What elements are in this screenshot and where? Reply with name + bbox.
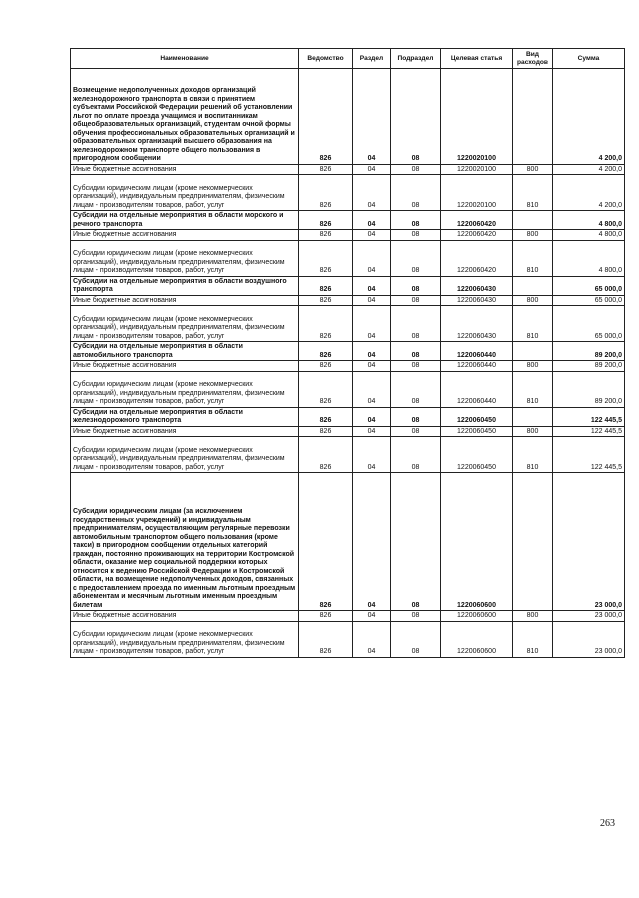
cell-section: 04 bbox=[353, 473, 391, 611]
header-name: Наименование bbox=[71, 49, 299, 69]
cell-exptype bbox=[513, 276, 553, 295]
cell-dept: 826 bbox=[299, 240, 353, 276]
cell-sum: 65 000,0 bbox=[553, 276, 625, 295]
cell-name: Субсидии юридическим лицам (кроме некоммерческих организаций), индивидуальным предпринимателям, физическим лицам - производителям товаров, работ, услуг bbox=[71, 306, 299, 342]
cell-section: 04 bbox=[353, 342, 391, 361]
cell-sum: 4 200,0 bbox=[553, 69, 625, 165]
cell-dept: 826 bbox=[299, 164, 353, 175]
cell-subsection: 08 bbox=[391, 211, 441, 230]
cell-sum: 23 000,0 bbox=[553, 621, 625, 657]
cell-subsection: 08 bbox=[391, 437, 441, 473]
cell-subsection: 08 bbox=[391, 361, 441, 372]
cell-target: 1220020100 bbox=[441, 69, 513, 165]
cell-sum: 122 445,5 bbox=[553, 426, 625, 437]
cell-target: 1220020100 bbox=[441, 164, 513, 175]
cell-name: Субсидии юридическим лицам (кроме некоммерческих организаций), индивидуальным предпринимателям, физическим лицам - производителям товаров, работ, услуг bbox=[71, 621, 299, 657]
cell-exptype: 800 bbox=[513, 230, 553, 241]
cell-target: 1220060600 bbox=[441, 621, 513, 657]
cell-sum: 4 200,0 bbox=[553, 175, 625, 211]
cell-target: 1220060440 bbox=[441, 361, 513, 372]
cell-section: 04 bbox=[353, 621, 391, 657]
header-target: Целевая статья bbox=[441, 49, 513, 69]
cell-section: 04 bbox=[353, 175, 391, 211]
cell-dept: 826 bbox=[299, 295, 353, 306]
cell-target: 1220060600 bbox=[441, 473, 513, 611]
cell-target: 1220060450 bbox=[441, 426, 513, 437]
cell-name: Субсидии юридическим лицам (кроме некоммерческих организаций), индивидуальным предпринимателям, физическим лицам - производителям товаров, работ, услуг bbox=[71, 437, 299, 473]
cell-section: 04 bbox=[353, 371, 391, 407]
cell-sum: 65 000,0 bbox=[553, 295, 625, 306]
cell-dept: 826 bbox=[299, 175, 353, 211]
cell-name: Иные бюджетные ассигнования bbox=[71, 611, 299, 622]
cell-name: Возмещение недополученных доходов организаций железнодорожного транспорта в связи с принятием субъектами Российской Федерации решений об установлении льгот по оплате проезда учащимся и воспитанникам общеобразовательных организаций, студентам очной формы обучения профессиональных образовательных организаций и образовательных организаций высшего образования на железнодорожном транспорте общего пользования в пригородном сообщении bbox=[71, 69, 299, 165]
cell-exptype: 810 bbox=[513, 175, 553, 211]
cell-target: 1220060430 bbox=[441, 295, 513, 306]
cell-dept: 826 bbox=[299, 211, 353, 230]
cell-exptype bbox=[513, 407, 553, 426]
cell-exptype: 810 bbox=[513, 371, 553, 407]
table-header-row bbox=[71, 49, 625, 69]
table-body bbox=[71, 69, 625, 658]
header-section: Раздел bbox=[353, 49, 391, 69]
cell-name: Иные бюджетные ассигнования bbox=[71, 426, 299, 437]
cell-subsection: 08 bbox=[391, 69, 441, 165]
cell-sum: 4 800,0 bbox=[553, 211, 625, 230]
cell-sum: 23 000,0 bbox=[553, 473, 625, 611]
cell-section: 04 bbox=[353, 230, 391, 241]
cell-exptype: 810 bbox=[513, 437, 553, 473]
cell-target: 1220060450 bbox=[441, 407, 513, 426]
cell-sum: 23 000,0 bbox=[553, 611, 625, 622]
cell-target: 1220060600 bbox=[441, 611, 513, 622]
table-row bbox=[71, 611, 625, 622]
cell-exptype bbox=[513, 342, 553, 361]
cell-section: 04 bbox=[353, 306, 391, 342]
cell-subsection: 08 bbox=[391, 276, 441, 295]
cell-subsection: 08 bbox=[391, 426, 441, 437]
cell-dept: 826 bbox=[299, 306, 353, 342]
cell-name: Иные бюджетные ассигнования bbox=[71, 295, 299, 306]
cell-section: 04 bbox=[353, 240, 391, 276]
cell-dept: 826 bbox=[299, 342, 353, 361]
cell-name: Субсидии юридическим лицам (кроме некоммерческих организаций), индивидуальным предпринимателям, физическим лицам - производителям товаров, работ, услуг bbox=[71, 175, 299, 211]
cell-name: Субсидии юридическим лицам (за исключением государственных учреждений) и индивидуальным предпринимателям, осуществляющим регулярные перевозки автомобильным транспортом общего пользования (кроме такси) в пригородном сообщении отдельных категорий граждан, постоянно проживающих на территории Костромской области, оказание мер социальной поддержки которых относится к ведению Российской Федерации и Костромской области, на возмещение недополученных доходов, связанных с предоставлением проезда по именным льготным проездным абонементам и месячным льготным именным проездным билетам bbox=[71, 473, 299, 611]
cell-section: 04 bbox=[353, 437, 391, 473]
cell-subsection: 08 bbox=[391, 621, 441, 657]
cell-dept: 826 bbox=[299, 611, 353, 622]
cell-target: 1220060420 bbox=[441, 211, 513, 230]
cell-exptype: 810 bbox=[513, 621, 553, 657]
cell-exptype: 800 bbox=[513, 361, 553, 372]
cell-subsection: 08 bbox=[391, 306, 441, 342]
cell-exptype: 800 bbox=[513, 164, 553, 175]
cell-name: Субсидии юридическим лицам (кроме некоммерческих организаций), индивидуальным предпринимателям, физическим лицам - производителям товаров, работ, услуг bbox=[71, 240, 299, 276]
cell-dept: 826 bbox=[299, 230, 353, 241]
cell-section: 04 bbox=[353, 426, 391, 437]
cell-subsection: 08 bbox=[391, 371, 441, 407]
cell-exptype: 810 bbox=[513, 240, 553, 276]
header-sum: Сумма bbox=[553, 49, 625, 69]
header-subsection: Подраздел bbox=[391, 49, 441, 69]
cell-section: 04 bbox=[353, 361, 391, 372]
cell-exptype bbox=[513, 473, 553, 611]
cell-exptype: 800 bbox=[513, 611, 553, 622]
cell-subsection: 08 bbox=[391, 164, 441, 175]
cell-dept: 826 bbox=[299, 407, 353, 426]
cell-name: Субсидии на отдельные мероприятия в области автомобильного транспорта bbox=[71, 342, 299, 361]
cell-subsection: 08 bbox=[391, 342, 441, 361]
cell-exptype: 800 bbox=[513, 295, 553, 306]
cell-section: 04 bbox=[353, 407, 391, 426]
cell-target: 1220020100 bbox=[441, 175, 513, 211]
table-row bbox=[71, 407, 625, 426]
cell-section: 04 bbox=[353, 69, 391, 165]
cell-exptype bbox=[513, 69, 553, 165]
cell-section: 04 bbox=[353, 611, 391, 622]
cell-subsection: 08 bbox=[391, 175, 441, 211]
cell-dept: 826 bbox=[299, 69, 353, 165]
cell-target: 1220060440 bbox=[441, 371, 513, 407]
cell-sum: 89 200,0 bbox=[553, 371, 625, 407]
cell-sum: 65 000,0 bbox=[553, 306, 625, 342]
cell-target: 1220060450 bbox=[441, 437, 513, 473]
cell-target: 1220060430 bbox=[441, 306, 513, 342]
table-row bbox=[71, 306, 625, 342]
cell-name: Иные бюджетные ассигнования bbox=[71, 230, 299, 241]
cell-target: 1220060420 bbox=[441, 240, 513, 276]
cell-dept: 826 bbox=[299, 621, 353, 657]
header-exptype: Вид расходов bbox=[513, 49, 553, 69]
table-row bbox=[71, 371, 625, 407]
table-row bbox=[71, 69, 625, 165]
table-row bbox=[71, 240, 625, 276]
cell-section: 04 bbox=[353, 276, 391, 295]
table-row bbox=[71, 342, 625, 361]
cell-sum: 122 445,5 bbox=[553, 437, 625, 473]
header-dept: Ведомство bbox=[299, 49, 353, 69]
cell-subsection: 08 bbox=[391, 230, 441, 241]
cell-exptype: 800 bbox=[513, 426, 553, 437]
cell-name: Субсидии на отдельные мероприятия в области железнодорожного транспорта bbox=[71, 407, 299, 426]
cell-sum: 4 200,0 bbox=[553, 164, 625, 175]
table-row bbox=[71, 295, 625, 306]
table-row bbox=[71, 175, 625, 211]
cell-subsection: 08 bbox=[391, 295, 441, 306]
cell-sum: 4 800,0 bbox=[553, 230, 625, 241]
cell-dept: 826 bbox=[299, 361, 353, 372]
cell-target: 1220060420 bbox=[441, 230, 513, 241]
table-row bbox=[71, 473, 625, 611]
table-row bbox=[71, 211, 625, 230]
cell-target: 1220060440 bbox=[441, 342, 513, 361]
cell-section: 04 bbox=[353, 295, 391, 306]
cell-sum: 4 800,0 bbox=[553, 240, 625, 276]
cell-name: Субсидии на отдельные мероприятия в области морского и речного транспорта bbox=[71, 211, 299, 230]
table-row bbox=[71, 276, 625, 295]
cell-section: 04 bbox=[353, 211, 391, 230]
cell-sum: 122 445,5 bbox=[553, 407, 625, 426]
table-row bbox=[71, 426, 625, 437]
cell-subsection: 08 bbox=[391, 240, 441, 276]
table-row bbox=[71, 437, 625, 473]
cell-sum: 89 200,0 bbox=[553, 342, 625, 361]
cell-subsection: 08 bbox=[391, 611, 441, 622]
cell-exptype bbox=[513, 211, 553, 230]
cell-section: 04 bbox=[353, 164, 391, 175]
table-row bbox=[71, 164, 625, 175]
cell-dept: 826 bbox=[299, 426, 353, 437]
table-row bbox=[71, 361, 625, 372]
cell-name: Субсидии юридическим лицам (кроме некоммерческих организаций), индивидуальным предпринимателям, физическим лицам - производителям товаров, работ, услуг bbox=[71, 371, 299, 407]
cell-name: Субсидии на отдельные мероприятия в области воздушного транспорта bbox=[71, 276, 299, 295]
cell-dept: 826 bbox=[299, 473, 353, 611]
cell-name: Иные бюджетные ассигнования bbox=[71, 361, 299, 372]
budget-table bbox=[70, 48, 625, 658]
cell-target: 1220060430 bbox=[441, 276, 513, 295]
table-row bbox=[71, 230, 625, 241]
cell-dept: 826 bbox=[299, 276, 353, 295]
page-number: 263 bbox=[600, 818, 615, 829]
cell-sum: 89 200,0 bbox=[553, 361, 625, 372]
cell-dept: 826 bbox=[299, 371, 353, 407]
cell-name: Иные бюджетные ассигнования bbox=[71, 164, 299, 175]
cell-exptype: 810 bbox=[513, 306, 553, 342]
cell-dept: 826 bbox=[299, 437, 353, 473]
table-row bbox=[71, 621, 625, 657]
cell-subsection: 08 bbox=[391, 473, 441, 611]
cell-subsection: 08 bbox=[391, 407, 441, 426]
